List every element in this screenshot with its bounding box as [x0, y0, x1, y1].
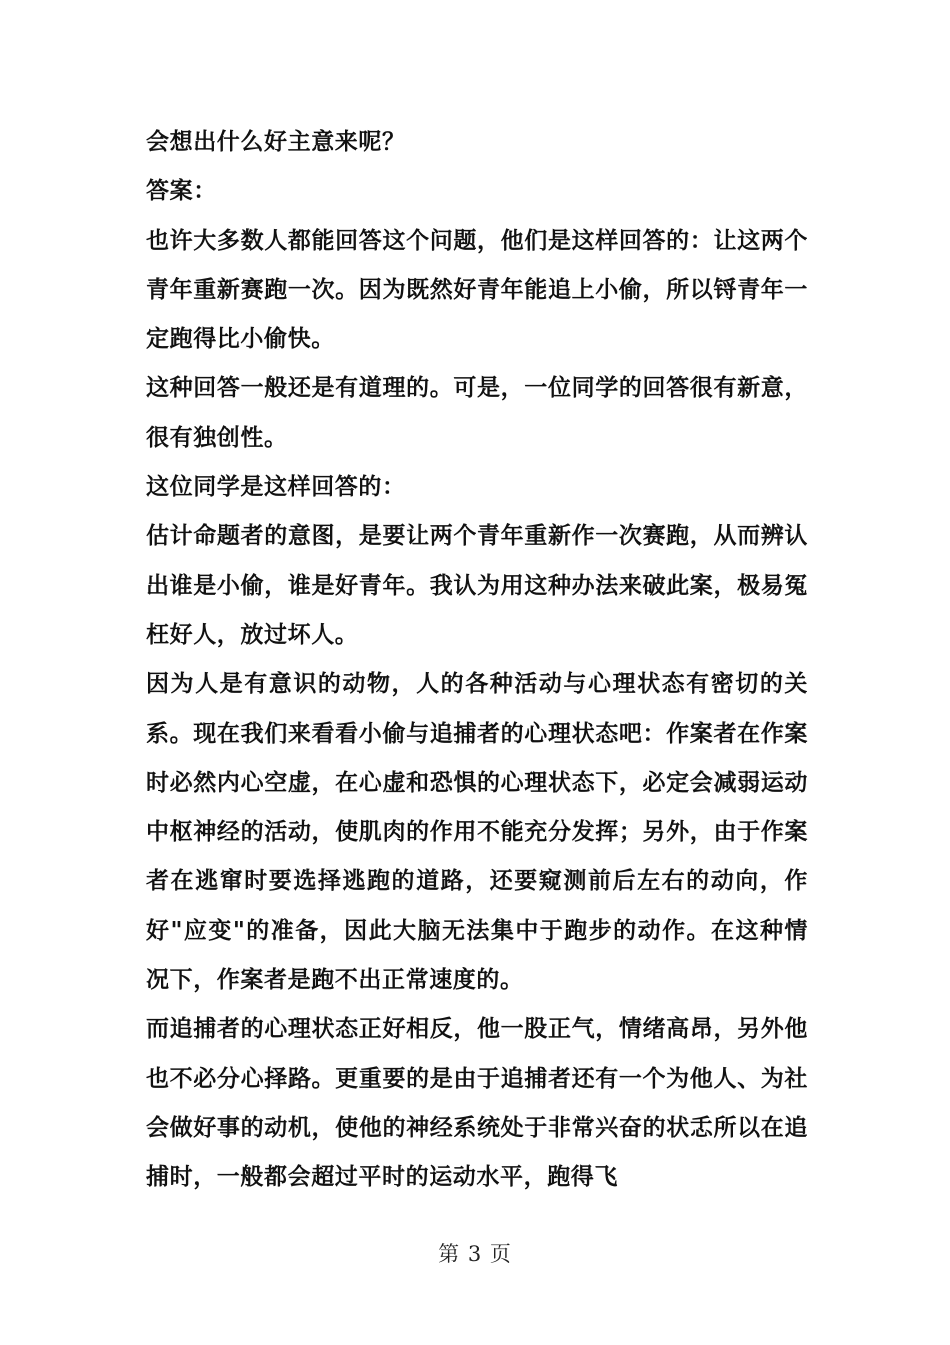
paragraph-2: 答案：	[146, 178, 217, 205]
paragraph-1: 会想出什么好主意来呢？	[146, 129, 406, 155]
document-body	[146, 118, 808, 1203]
paragraph-6: 估计命题者的意图，是要让两个青年重新作一次赛跑，从而辨认出谁是小偷，谁是好青年。我认为用这种办法来破此案，极易冤枉好人，放过坏人。	[146, 523, 808, 648]
paragraph-5: 这位同学是这样回答的：	[146, 474, 406, 501]
page-number-footer: 第 3 页	[438, 1242, 512, 1266]
paragraph-8: 而追捕者的心理状态正好相反，他一股正气，情绪高昂，另外他也不必分心择路。更重要的是由于追捕者还有一个为他人、为社会做好事的动机，使他的神经系统处于非常兴奋的状忎所以在追捕时，一般都会超过平时的运动水平，跑得飞	[146, 1016, 808, 1191]
paragraph-7: 因为人是有意识的动物，人的各种活动与心理状态有密切的关系。现在我们来看看小偷与追捕者的心理状态吧：作案者在作案时必然内心空虚，在心虚和恐惧的心理状态下，必定会减弱运动中枢神经的活动，使肌肉的作用不能充分发挥；另外，由于作案者在逃窜时要选择逃跑的道路，还要窥测前后左右的动向，作好"应变"的准备，因此大脑无法集中于跑步的动作。在这种情况下，作案者是跑不出正常速度的。	[146, 671, 808, 994]
paragraph-3: 也许大多数人都能回答这个问题，他们是这样回答的：让这两个青年重新赛跑一次。因为既然好青年能追上小偷，所以锊青年一定跑得比小偷快。	[146, 227, 808, 353]
paragraph-4: 这种回答一般还是有道理的。可是，一位同学的回答很有新意，很有独创性。	[146, 375, 808, 451]
